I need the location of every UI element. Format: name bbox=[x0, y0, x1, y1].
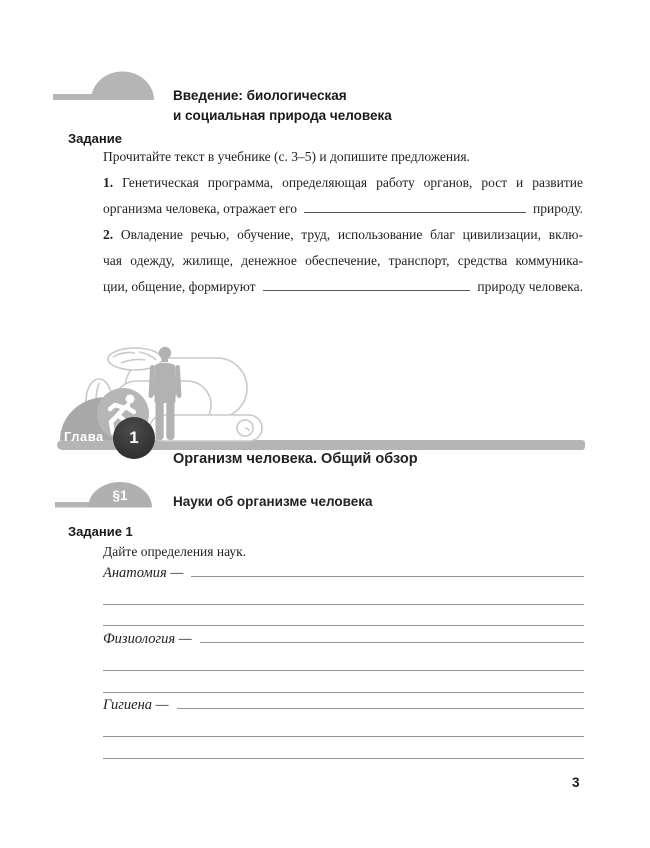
definition-blank bbox=[177, 694, 584, 709]
item2-line3-post: природу человека. bbox=[477, 279, 583, 294]
writing-line bbox=[103, 584, 584, 605]
item1-line2-pre: организма человека, отражает его bbox=[103, 201, 297, 216]
item2-line1-text: Овладение речью, обучение, труд, использование благ цивилизации, вклю- bbox=[120, 227, 583, 242]
item1-marker: 1. bbox=[103, 175, 114, 190]
item1-line2-post: природу. bbox=[533, 201, 583, 216]
writing-line bbox=[103, 672, 584, 693]
item1-line1 bbox=[103, 170, 583, 196]
task-item-1 bbox=[103, 170, 583, 222]
term-label: Физиология — bbox=[103, 631, 192, 647]
intro-title-line1: Введение: биологическая bbox=[173, 88, 347, 103]
term-label: Анатомия — bbox=[103, 565, 184, 581]
task-item-2 bbox=[103, 222, 583, 300]
chapter-number-badge: 1 bbox=[113, 417, 155, 459]
motif-dome bbox=[91, 72, 154, 101]
task1-heading: Задание 1 bbox=[68, 524, 133, 539]
writing-line bbox=[103, 605, 584, 626]
intro-dome-motif bbox=[53, 69, 155, 101]
definition-blank bbox=[200, 628, 584, 643]
term-row-anatomy bbox=[103, 562, 584, 582]
term-row-physiology bbox=[103, 628, 584, 648]
definition-blank bbox=[191, 562, 584, 577]
term-label: Гигиена — bbox=[103, 697, 169, 713]
item2-line2: чая одежду, жилище, денежное обеспечение, транспорт, средства коммуника- bbox=[103, 253, 583, 268]
section-title: Науки об организме человека bbox=[173, 494, 373, 509]
task-heading: Задание bbox=[68, 131, 122, 146]
page-number: 3 bbox=[572, 775, 580, 790]
task1-instruction: Дайте определения наук. bbox=[103, 544, 247, 559]
item1-answer-blank bbox=[304, 200, 526, 213]
chapter-title: Организм человека. Общий обзор bbox=[173, 451, 418, 467]
item1-line2 bbox=[103, 196, 583, 222]
item2-answer-blank bbox=[263, 278, 471, 291]
item2-line3-pre: ции, общение, формируют bbox=[103, 279, 256, 294]
writing-line bbox=[103, 650, 584, 671]
term-row-hygiene bbox=[103, 694, 584, 714]
task-instruction: Прочитайте текст в учебнике (с. 3–5) и допишите предложения. bbox=[103, 149, 470, 164]
section-badge: §1 bbox=[112, 488, 128, 503]
chapter-label: Глава bbox=[64, 429, 104, 444]
intro-title bbox=[173, 86, 392, 125]
writing-line bbox=[103, 738, 584, 759]
item2-marker: 2. bbox=[103, 227, 114, 242]
item2-line3 bbox=[103, 274, 583, 300]
intro-title-line2: и социальная природа человека bbox=[173, 107, 392, 123]
item1-line1-text: Генетическая программа, определяющая работу органов, рост и развитие bbox=[122, 175, 583, 190]
item2-line1 bbox=[103, 222, 583, 248]
writing-line bbox=[103, 716, 584, 737]
